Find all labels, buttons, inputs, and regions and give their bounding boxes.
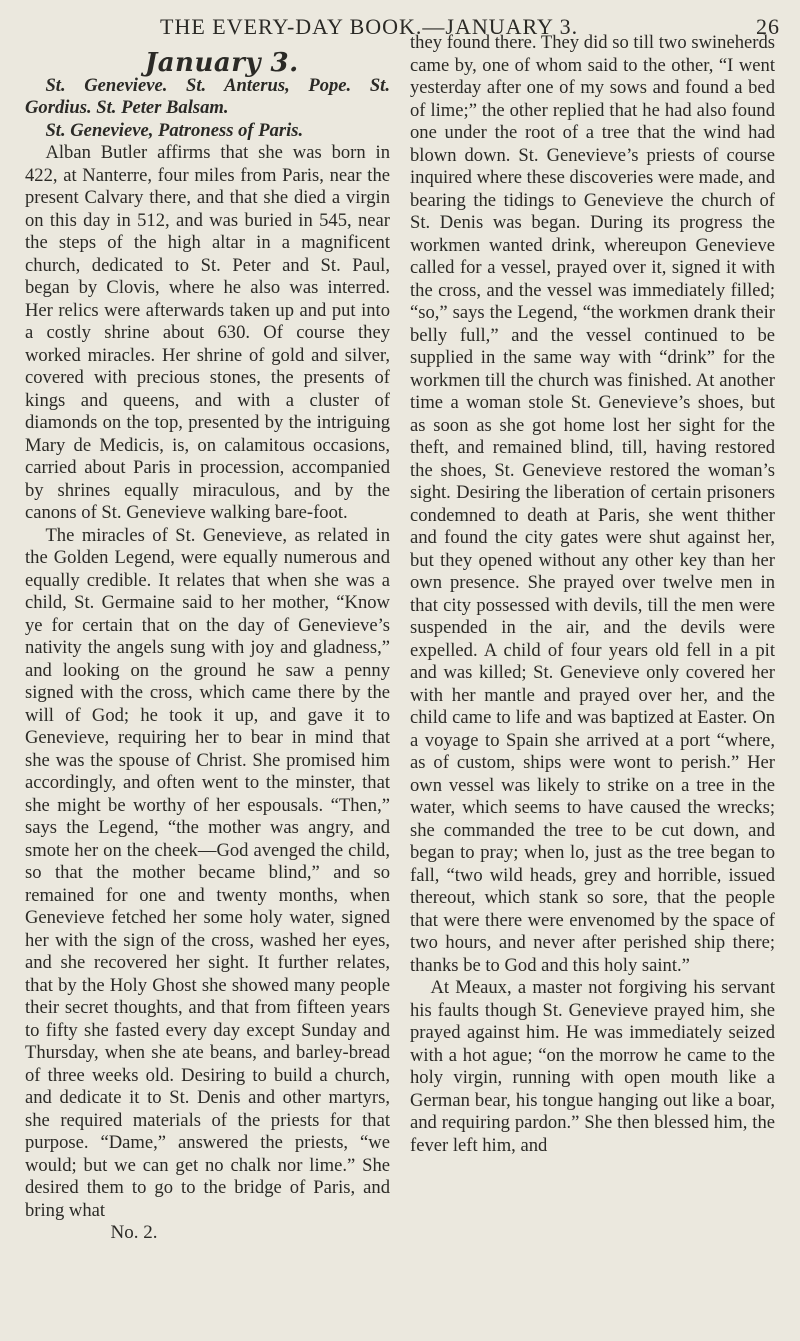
left-column: [25, 48, 390, 1245]
page-number: 26: [756, 14, 780, 39]
left-paragraph-1: Alban Butler affirms that she was born in 422, at Nanterre, four miles from Paris, near the present Calvary there, and that she died a virgin on this day in 512, and was buried in 545, near the steps of the high altar in a magnificent church, dedicated to St. Peter and St. Paul, began by Clovis, where he also was interred. Her relics were afterwards taken up and put into a costly shrine about 630. Of course they worked miracles. Her shrine of gold and silver, covered with precious stones, the presents of kings and queens, and with a cluster of diamonds on the top, presented by the intriguing Mary de Medicis, is, on calamitous occasions, carried about Paris in procession, accompanied by shrines equally miraculous, and by the canons of St. Genevieve walking bare-foot.: [25, 142, 390, 523]
right-paragraph-1: they found there. They did so till two swineherds came by, one of whom said to the other, “I went yesterday after one of my sows and found a bed of lime;” the other replied that he had also found one under the root of a tree that the wind had blown down. St. Genevieve’s priests of course inquired where these discoveries were made, and bearing the tidings to Genevieve the church of St. Denis was began. During its progress the workmen wanted drink, whereupon Genevieve called for a vessel, prayed over it, signed it with the cross, and the vessel was immediately filled; “so,” says the Legend, “the workmen drank their belly full,” and the vessel continued to be supplied in the same way with “drink” for the workmen till the church was finished. At another time a woman stole St. Genevieve’s shoes, but as soon as she got home lost her sight for the theft, and remained blind, till, having restored the shoes, St. Genevieve restored the woman’s sight. Desiring the liberation of certain prisoners condemned to death at Paris, she went thither and found the city gates were shut against her, but they opened without any other key than her own presence. She prayed over twelve men in that city possessed with devils, till the men were suspended in the air, and the devils were expelled. A child of four years old fell in a pit and was killed; St. Genevieve only covered her with her mantle and prayed over her, and the child came to life and was baptized at Easter. On a voyage to Spain she arrived at a port “where, as of custom, ships were wont to perish.” Her own vessel was likely to strike on a tree in the water, which seems to have caused the wrecks; she commanded the tree to be cut down, and began to pray; when lo, just as the tree began to fall, “two wild heads, grey and horrible, issued thereout, which stank so sore, that the people that were there were envenomed by the space of two hours, and never after perished ship there; thanks be to God and this holy saint.”: [410, 32, 776, 976]
month-heading: January 3.: [144, 48, 299, 78]
running-title: THE EVERY-DAY BOOK.—JANUARY 3.: [160, 14, 579, 39]
section-subheading: St. Genevieve, Patroness of Paris.: [45, 119, 304, 141]
right-paragraph-2: At Meaux, a master not forgiving his servant his faults though St. Genevieve prayed him, she prayed against him. He was immediately seized with a hot ague; “on the morrow he came to the holy virgin, running with open mouth like a German bear, his tongue hanging out like a boar, and requiring pardon.” She then blessed him, the fever left him, and: [410, 977, 775, 1156]
folio-note: No. 2.: [110, 1222, 158, 1243]
left-paragraph-2: The miracles of St. Genevieve, as related in the Golden Legend, were equally numerous and equally credible. It relates that when she was a child, St. Germaine said to her mother, “Know ye for certain that on the day of Genevieve’s nativity the angels sung with joy and gladness,” and looking on the ground he saw a penny signed with the cross, which came there by the will of God; he took it up, and gave it to Genevieve, requiring her to bear in mind that she was the spouse of Christ. She promised him accordingly, and often went to the minster, that she might be worthy of her espousals. “Then,” says the Legend, “the mother was angry, and smote her on the cheek—God avenged the child, so that the mother became blind,” and so remained for one and twenty months, when Genevieve fetched her some holy water, signed her with the sign of the cross, washed her eyes, and she recovered her sight. It further relates, that by the Holy Ghost she showed many people their secret thoughts, and that from fifteen years to fifty she fasted every day except Sunday and Thursday, when she ate beans, and barley-bread of three weeks old. Desiring to build a church, and dedicate it to St. Denis and other martyrs, she required materials of the priests for that purpose. “Dame,” answered the priests, “we would; but we can get no chalk nor lime.” She desired them to go to the bridge of Paris, and bring what: [25, 524, 390, 1221]
right-column: [410, 32, 775, 1157]
saints-line: St. Genevieve. St. Anterus, Pope. St. Gordius. St. Peter Balsam.: [25, 74, 390, 118]
